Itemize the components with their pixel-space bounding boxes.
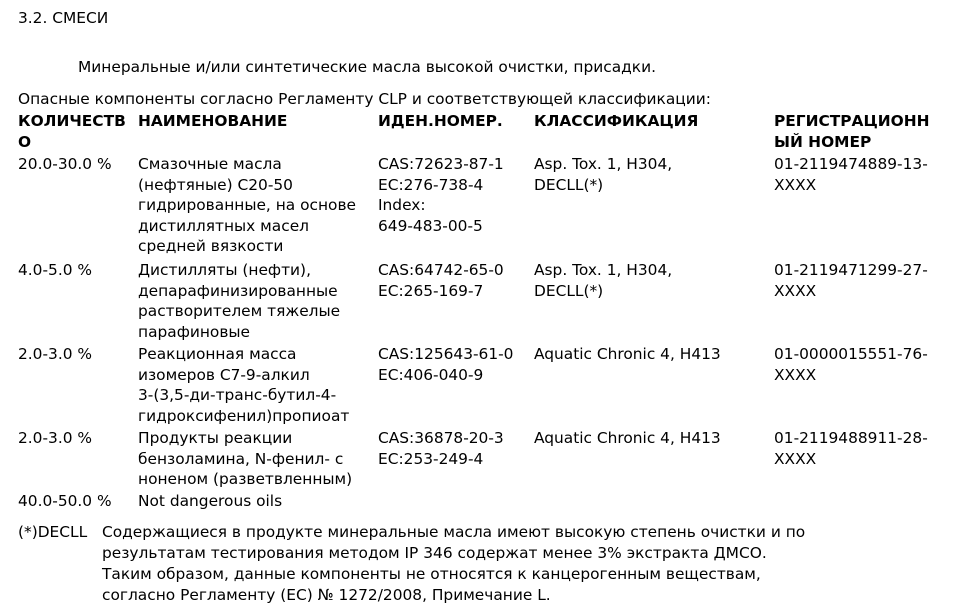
- header-classification: КЛАССИФИКАЦИЯ: [534, 112, 699, 130]
- footnote-text: Содержащиеся в продукте минеральные масла имеют высокую степень очистки и по результатам тестирования методом IP 346 содержат менее 3% экстракта ДМСО. Таким образом, данные компоненты не относятся к канцерогенным веществам, согласно Регламенту (ЕС) № 1272/2008, Примечание L.: [102, 523, 806, 604]
- row-quantity: 2.0-3.0 %: [18, 345, 93, 363]
- row-classification: Aquatic Chronic 4, H413: [534, 345, 721, 363]
- header-registration: РЕГИСТРАЦИОНН ЫЙ НОМЕР: [774, 112, 930, 151]
- section-intro: Минеральные и/или синтетические масла высокой очистки, присадки.: [78, 58, 656, 76]
- row-registration: 01-0000015551-76- XXXX: [774, 345, 928, 384]
- header-name: НАИМЕНОВАНИЕ: [138, 112, 288, 130]
- components-caption: Опасные компоненты согласно Регламенту CLP и соответствующей классификации:: [18, 90, 711, 108]
- section-title: 3.2. СМЕСИ: [18, 9, 109, 27]
- footnote-marker: (*)DECLL: [18, 523, 88, 541]
- row-quantity: 40.0-50.0 %: [18, 492, 112, 510]
- row-identifier: CAS:125643-61-0 EC:406-040-9: [378, 345, 514, 384]
- header-quantity: КОЛИЧЕСТВ О: [18, 112, 126, 151]
- row-registration: 01-2119474889-13- XXXX: [774, 155, 928, 194]
- header-identifier: ИДЕН.НОМЕР.: [378, 112, 503, 130]
- row-name: Not dangerous oils: [138, 492, 283, 510]
- row-name: Реакционная масса изомеров C7-9-алкил 3-(3,5-ди-транс-бутил-4- гидроксифенил)пропиоат: [138, 345, 350, 425]
- row-registration: 01-2119471299-27- XXXX: [774, 261, 928, 300]
- row-identifier: CAS:36878-20-3 EC:253-249-4: [378, 429, 504, 468]
- row-name: Дистилляты (нефти), депарафинизированные растворителем тяжелые парафиновые: [138, 261, 341, 341]
- row-name: Продукты реакции бензоламина, N-фенил- с ноненом (разветвленным): [138, 429, 353, 488]
- row-quantity: 20.0-30.0 %: [18, 155, 112, 173]
- row-classification: Aquatic Chronic 4, H413: [534, 429, 721, 447]
- row-quantity: 2.0-3.0 %: [18, 429, 93, 447]
- row-quantity: 4.0-5.0 %: [18, 261, 93, 279]
- row-registration: 01-2119488911-28- XXXX: [774, 429, 928, 468]
- row-classification: Asp. Tox. 1, H304, DECLL(*): [534, 261, 673, 300]
- row-identifier: CAS:64742-65-0 EC:265-169-7: [378, 261, 504, 300]
- row-name: Смазочные масла (нефтяные) C20-50 гидрированные, на основе дистиллятных масел средней вязкости: [138, 155, 357, 255]
- row-classification: Asp. Tox. 1, H304, DECLL(*): [534, 155, 673, 194]
- row-identifier: CAS:72623-87-1 EC:276-738-4 Index: 649-483-00-5: [378, 155, 504, 235]
